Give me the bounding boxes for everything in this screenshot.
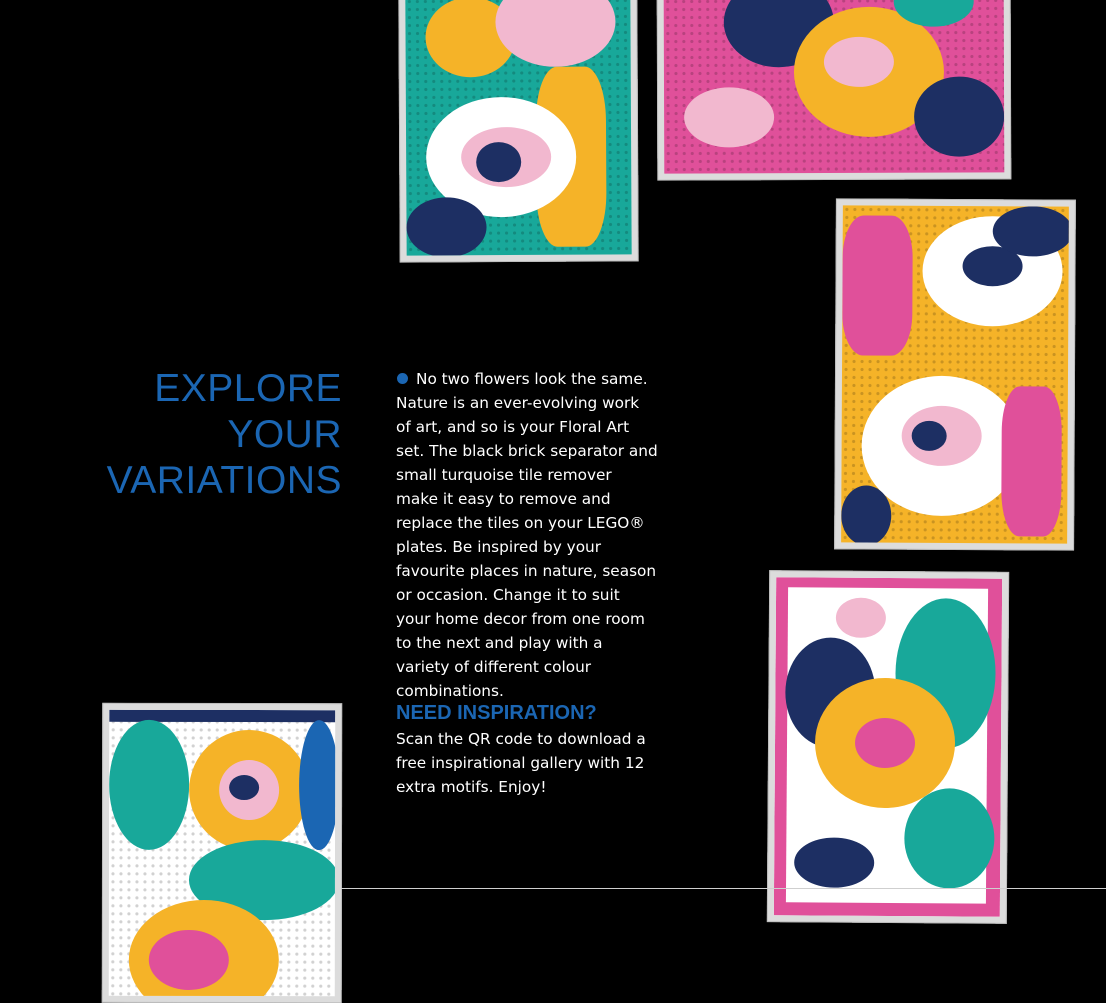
floral-mosaic-image [657,0,1012,181]
bullet-dot-icon [397,373,408,384]
divider [341,888,1106,889]
section-heading [100,366,342,504]
floral-mosaic-image [102,703,343,1003]
heading-line: EXPLORE [154,367,342,410]
heading-line: VARIATIONS [106,459,342,502]
intro-paragraph [396,367,658,703]
floral-mosaic-image [767,570,1009,924]
inspiration-text: Scan the QR code to download a free inspirational gallery with 12 extra motifs. Enjoy! [396,730,646,796]
floral-mosaic-image [398,0,638,263]
intro-text: No two flowers look the same. Nature is an ever-evolving work of art, and so is your Floral Art set. The black brick separator and small turquoise tile remover make it easy to remove and replace the tiles on your LEGO® plates. Be inspired by your favourite places in nature, season or occasion. Change it to suit your home decor from one room to the next and play with a variety of different colour combinations. [396,370,658,700]
inspiration-heading: NEED INSPIRATION? [396,702,597,724]
floral-mosaic-image [834,198,1076,550]
heading-line: YOUR [227,413,342,456]
